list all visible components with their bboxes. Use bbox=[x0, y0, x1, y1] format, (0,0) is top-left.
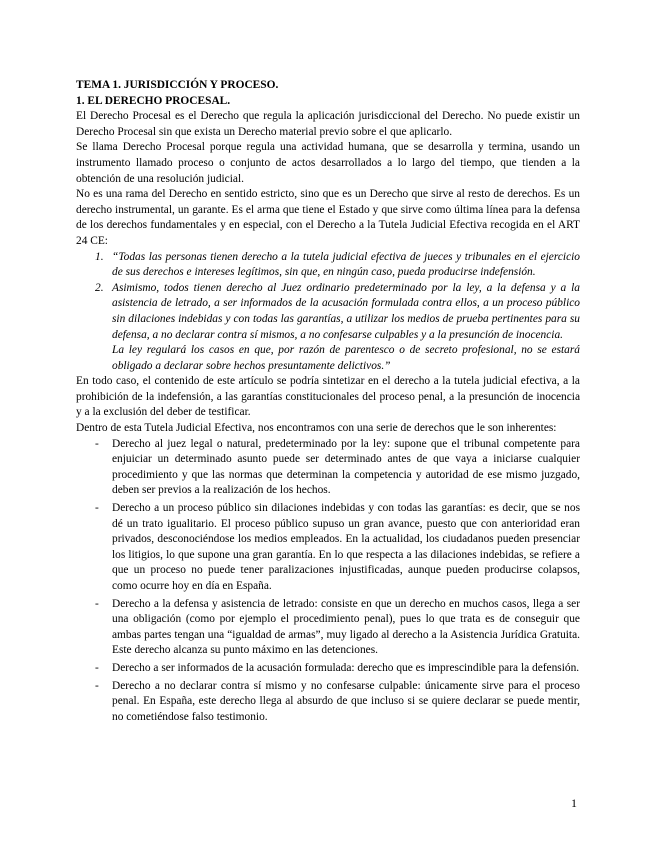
paragraph-rights-intro: Dentro de esta Tutela Judicial Efectiva, nos encontramos con una serie de derechos que le son inherentes: bbox=[76, 422, 557, 435]
rights-item-text: Derecho a un proceso público sin dilaciones indebidas y con todas las garantías: es decir, que se nos dé un trato igualitario. El proceso público supuso un gran avance, puesto que con anterioridad eran privados, desconociéndose los medios empleados. En la actualidad, los ciudadanos pueden presenciar los litigios, lo que supone una gran garantía. En lo que respecta a las dilaciones indebidas, se refiere a que un proceso no puede tener paralizaciones injustificadas, aunque pueden producirse colapsos, como ocurre hoy en día en España. bbox=[112, 502, 580, 592]
rights-list-item bbox=[76, 437, 580, 499]
quote-item bbox=[76, 281, 580, 375]
rights-item-text: Derecho a ser informados de la acusación formulada: derecho que es imprescindible para la defensión. bbox=[112, 661, 580, 674]
quote-text: Asimismo, todos tienen derecho al Juez ordinario predeterminado por la ley, a la defensa y a la asistencia de letrado, a ser informados de la acusación formulada contra ellos, a un proceso público sin dilaciones indebidas y con todas las garantías, a utilizar los medios de prueba pertinentes para su defensa, a no declarar contra sí mismos, a no confesarse culpables y a la presunción de inocencia. bbox=[112, 281, 580, 341]
quote-number: 1. bbox=[95, 250, 104, 263]
rights-list bbox=[76, 437, 580, 726]
rights-list-item bbox=[76, 661, 580, 677]
list-dash: - bbox=[95, 679, 99, 692]
rights-list-item bbox=[76, 501, 580, 595]
paragraph-definition: El Derecho Procesal es el Derecho que regula la aplicación jurisdiccional del Derecho. No puede existir un Derecho Procesal sin que exista un Derecho material previo sobre el que aplicarlo. bbox=[76, 110, 580, 138]
article-24-quote bbox=[76, 250, 580, 375]
quote-text-extra: La ley regulará los casos en que, por razón de parentesco o de secreto profesional, no se estará obligado a declarar sobre hechos presuntamente delictivos.” bbox=[112, 344, 580, 372]
list-dash: - bbox=[95, 597, 99, 610]
quote-number: 2. bbox=[95, 281, 104, 294]
section-title: 1. EL DERECHO PROCESAL. bbox=[76, 94, 231, 107]
rights-item-text: Derecho a no declarar contra sí mismo y no confesarse culpable: únicamente sirve para el proceso penal. En España, este derecho llega al absurdo de que incluso si se quiere declarar se puede mentir, no cometiéndose falso testimonio. bbox=[112, 679, 580, 723]
list-dash: - bbox=[95, 437, 99, 450]
rights-list-item bbox=[76, 679, 580, 726]
paragraph-name-origin: Se llama Derecho Procesal porque regula una actividad humana, que se desarrolla y termina, usando un instrumento llamado proceso o conjunto de actos desarrollados a lo largo del tiempo, que tienden a la obtención de una resolución judicial. bbox=[76, 141, 580, 185]
paragraph-instrumental: No es una rama del Derecho en sentido estricto, sino que es un Derecho que sirve al resto de derechos. Es un derecho instrumental, un garante. Es el arma que tiene el Estado y que sirve como última línea para la defensa de los derechos fundamentales y en especial, con el Derecho a la Tutela Judicial Efectiva recogida en el ART 24 CE: bbox=[76, 188, 580, 247]
quote-item bbox=[76, 250, 580, 281]
quote-text: “Todas las personas tienen derecho a la tutela judicial efectiva de jueces y tribunales en el ejercicio de sus derechos e intereses legítimos, sin que, en ningún caso, pueda producirse indefensión. bbox=[112, 250, 580, 279]
chapter-title: TEMA 1. JURISDICCIÓN Y PROCESO. bbox=[76, 79, 279, 91]
page-number: 1 bbox=[571, 796, 577, 810]
page-content bbox=[76, 78, 580, 727]
rights-item-text: Derecho a la defensa y asistencia de letrado: consiste en que un derecho en muchos casos, llega a ser una obligación (como por ejemplo el procedimiento penal), pues lo que trata es de conseguir que ambas partes tengan una “igualdad de armas”, muy ligado al derecho a la Asistencia Jurídica Gratuita. Este derecho alcanza su punto máximo en las detenciones. bbox=[112, 597, 580, 657]
rights-list-item bbox=[76, 597, 580, 659]
rights-item-text: Derecho al juez legal o natural, predeterminado por la ley: supone que el tribunal competente para enjuiciar un determinado asunto puede ser determinado antes de que vaya a iniciarse cualquier procedimiento y que las normas que determinan la competencia y autoridad de ese mismo juzgado, deben ser previos a la realización de los hechos. bbox=[112, 437, 580, 497]
list-dash: - bbox=[95, 502, 99, 515]
list-dash: - bbox=[95, 661, 99, 674]
paragraph-synthesis: En todo caso, el contenido de este artículo se podría sintetizar en el derecho a la tutela judicial efectiva, a la prohibición de la indefensión, a las garantías constitucionales del proceso penal, a la presunción de inocencia y a la exclusión del deber de testificar. bbox=[76, 375, 580, 419]
